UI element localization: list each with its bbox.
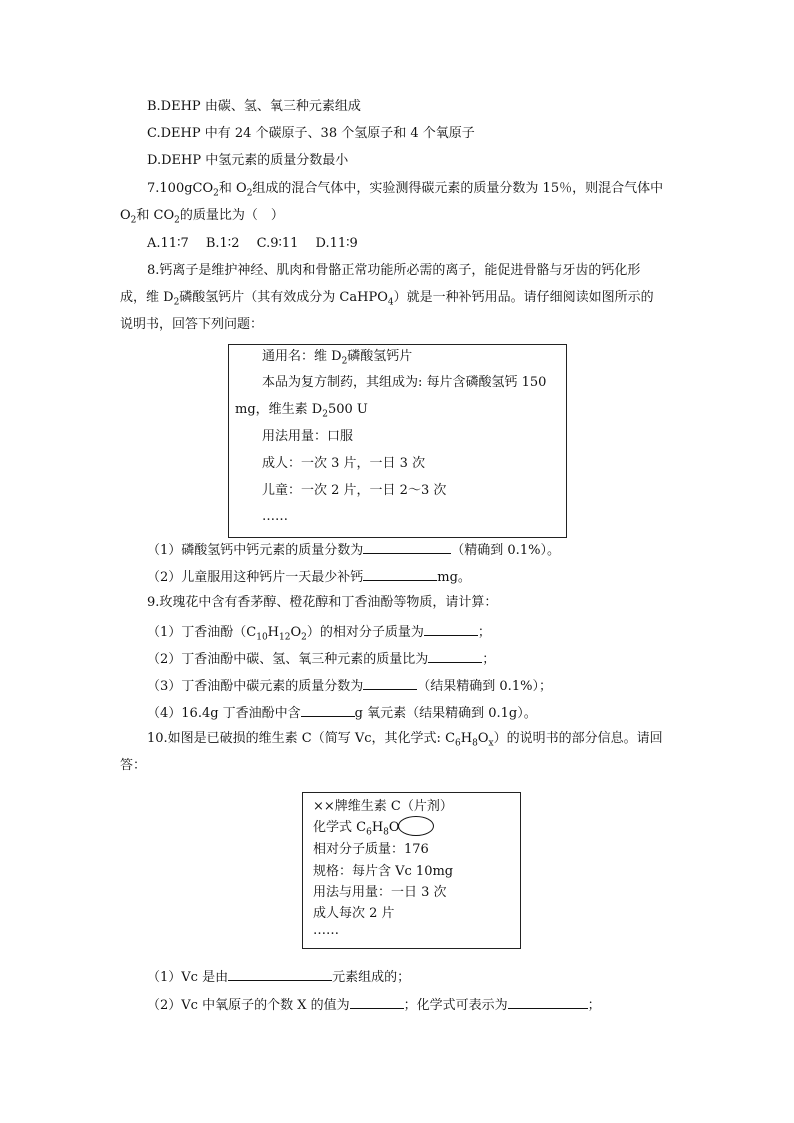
answer-blank[interactable]: [301, 703, 355, 717]
answer-blank[interactable]: [363, 567, 437, 581]
answer-blank[interactable]: [508, 995, 588, 1009]
q7-stem-line2: $O_2$和 $CO_2$的质量比为（ ）: [120, 208, 284, 226]
q6-option-c: C.DEHP 中有 24 个碳原子、38 个氢原子和 4 个氧原子: [147, 126, 475, 141]
answer-blank[interactable]: [424, 622, 478, 636]
answer-blank[interactable]: [228, 967, 332, 981]
q9-sub4: （4）16.4g 丁香油酚中含 g 氧元素（结果精确到 0.1g）。: [147, 703, 537, 723]
q8-box-generic-name: 通用名：维 $D_2$磷酸氢钙片: [262, 349, 413, 367]
q9-stem: 9.玫瑰花中含有香茅醇、橙花醇和丁香油酚等物质，请计算：: [147, 595, 498, 610]
answer-blank[interactable]: [363, 676, 417, 690]
q10-box-spec: 规格：每片含 Vc 10mg: [313, 864, 454, 879]
q8-sub1: （1）磷酸氢钙中钙元素的质量分数为 （精确到 0.1%）。: [147, 540, 560, 560]
q10-box-molar-mass: 相对分子质量：176: [313, 842, 429, 857]
damage-blot-icon: [398, 816, 434, 836]
q10-box-ellipsis: ……: [313, 923, 339, 938]
q10-box-title: ××牌维生素 C（片剂）: [313, 799, 453, 814]
q9-sub3: （3）丁香油酚中碳元素的质量分数为 （结果精确到 0.1%）；: [147, 676, 552, 696]
q10-sub2: （2）Vc 中氧原子的个数 X 的值为 ；化学式可表示为 ；: [147, 995, 601, 1015]
answer-blank[interactable]: [363, 540, 451, 554]
q10-sub1: （1）Vc 是由 元素组成的；: [147, 967, 410, 987]
q8-stem-line3: 说明书，回答下列问题：: [120, 317, 264, 332]
q8-box-usage: 用法用量：口服: [262, 429, 354, 444]
answer-blank[interactable]: [350, 995, 404, 1009]
q6-option-b: B.DEHP 由碳、氢、氧三种元素组成: [147, 99, 361, 114]
q9-sub1: （1）丁香油酚$(C_{10}H_{12}O_2)$的相对分子质量为 ；: [147, 622, 491, 642]
q9-sub2: （2）丁香油酚中碳、氢、氧三种元素的质量比为 ；: [147, 649, 495, 669]
q8-box-ellipsis: ……: [262, 509, 288, 524]
q10-stem-line2: 答：: [120, 758, 147, 773]
q8-box-composition-cont: mg，维生素 $D_2500$ U: [235, 402, 368, 420]
q10-box-adult: 成人每次 2 片: [313, 906, 395, 921]
q6-option-d: D.DEHP 中氢元素的质量分数最小: [147, 153, 349, 168]
q10-box-usage: 用法与用量：一日 3 次: [313, 885, 447, 900]
q8-box-child: 儿童：一次 2 片，一日 2～3 次: [262, 483, 447, 498]
q10-box-formula: 化学式 $C_6H_8O$: [313, 820, 400, 838]
answer-blank[interactable]: [428, 649, 482, 663]
q7-options: A.11∶7 B.1∶2 C.9∶11 D.11∶9: [147, 236, 358, 251]
q8-sub2: （2）儿童服用这种钙片一天最少补钙 mg。: [147, 567, 471, 587]
q8-box-adult: 成人：一次 3 片，一日 3 次: [262, 456, 426, 471]
q7-stem-line1: 7.100gCO$_2$和 $O_2$组成的混合气体中，实验测得碳元素的质量分数为 15％，则混合气体中: [147, 181, 664, 199]
q8-stem-line1: 8.钙离子是维护神经、肌肉和骨骼正常功能所必需的离子，能促进骨骼与牙齿的钙化形: [147, 263, 641, 278]
q10-stem-line1: 10.如图是已破损的维生素 C（简写 Vc，其化学式: $C_6H_8O_x$）的说明书的部分信息。请回: [147, 731, 663, 749]
q8-stem-line2: 成，维 $D_2$磷酸氢钙片（其有效成分为 CaHPO$_4$）就是一种补钙用品。请仔细阅读如图所示的: [120, 290, 654, 308]
q8-box-composition: 本品为复方制药，其组成为: 每片含磷酸氢钙 150: [262, 375, 547, 390]
